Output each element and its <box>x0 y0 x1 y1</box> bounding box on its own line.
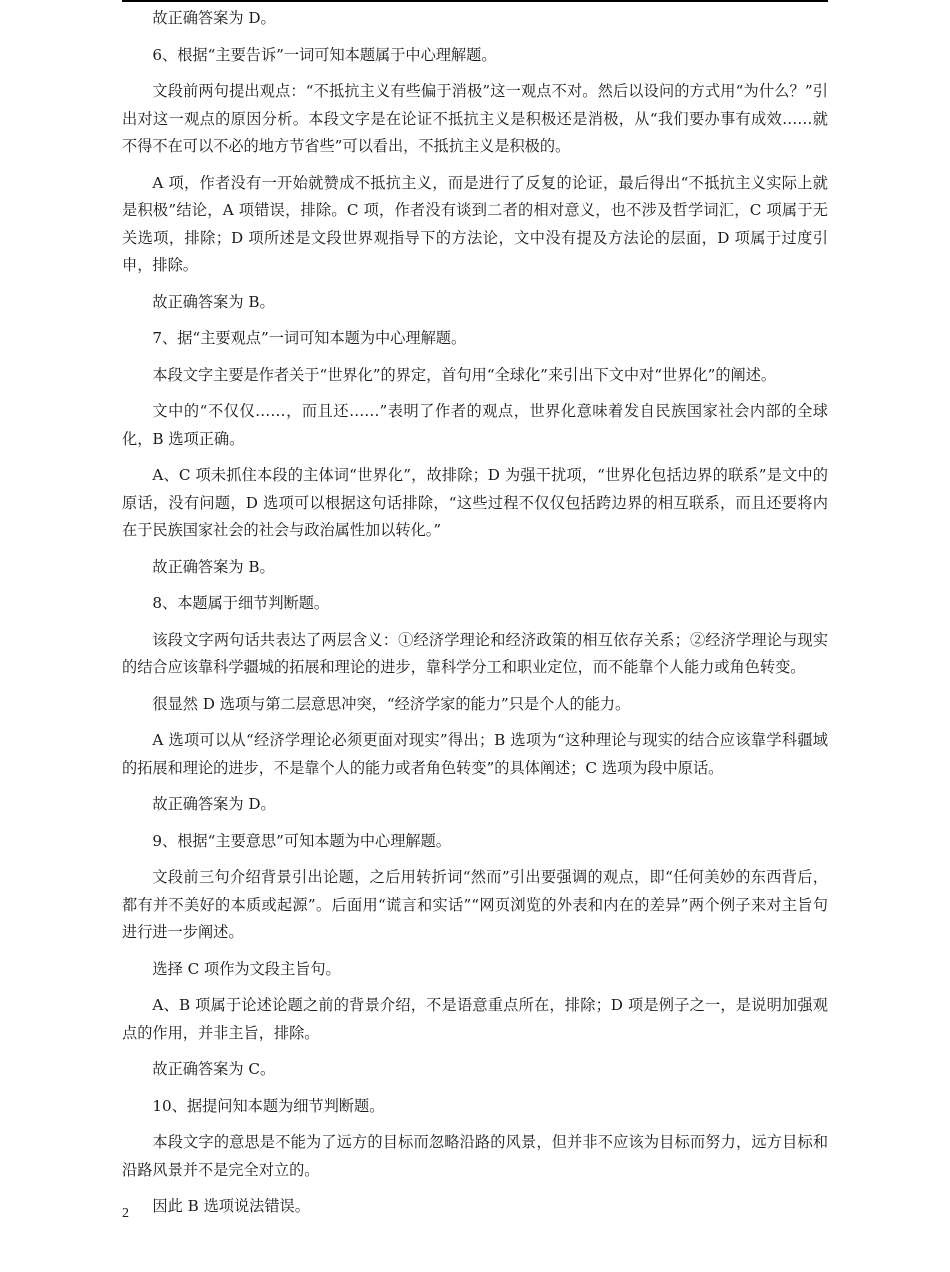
answer-line: 故正确答案为 D。 <box>152 795 276 813</box>
question-heading: 10、据提问知本题为细节判断题。 <box>152 1096 385 1115</box>
paragraph: 因此 B 选项说法错误。 <box>152 1197 310 1215</box>
answer-line: 故正确答案为 B。 <box>152 557 275 576</box>
question-heading: 9、根据“主要意思”可知本题为中心理解题。 <box>152 831 451 850</box>
paragraph: 本段文字的意思是不能为了远方的目标而忽略沿路的风景，但并非不应该为目标而努力，远方目标和沿路风景并不是完全对立的。 <box>122 1133 828 1179</box>
paragraph: 选择 C 项作为文段主旨句。 <box>152 959 341 978</box>
top-rule <box>122 0 828 2</box>
answer-line: 故正确答案为 B。 <box>152 292 275 311</box>
paragraph: 文段前三句介绍背景引出论题，之后用转折词“然而”引出要强调的观点，即“任何美妙的东西背后，都有并不美好的本质或起源”。后面用“谎言和实话”“网页浏览的外表和内在的差异”两个例子来对主旨句进行进一步阐述。 <box>122 868 828 941</box>
paragraph: 很显然 D 选项与第二层意思冲突，“经济学家的能力”只是个人的能力。 <box>152 694 631 713</box>
paragraph: 文中的“不仅仅……，而且还……”表明了作者的观点，世界化意味着发自民族国家社会内部的全球化，B 选项正确。 <box>122 402 828 448</box>
paragraph: A 项，作者没有一开始就赞成不抵抗主义，而是进行了反复的论证，最后得出“不抵抗主义实际上就是积极”结论，A 项错误，排除。C 项，作者没有谈到二者的相对意义，也不涉及哲学词汇，C 项属于无关选项，排除；D 项所述是文段世界观指导下的方法论，文中没有提及方法论的层面，D 项属于过度引申，排除。 <box>122 173 828 274</box>
paragraph: A 选项可以从“经济学理论必须更面对现实”得出；B 选项为“这种理论与现实的结合应该靠学科疆域的拓展和理论的进步，不是靠个人的能力或者角色转变”的具体阐述；C 选项为段中原话。 <box>122 731 828 777</box>
paragraph: A、B 项属于论述论题之前的背景介绍，不是语意重点所在，排除；D 项是例子之一，是说明加强观点的作用，并非主旨，排除。 <box>122 996 828 1042</box>
answer-line: 故正确答案为 C。 <box>152 1060 276 1078</box>
paragraph: 本段文字主要是作者关于“世界化”的界定，首句用“全球化”来引出下文中对“世界化”的阐述。 <box>152 365 777 384</box>
page-number: 2 <box>122 1206 129 1221</box>
question-heading: 8、本题属于细节判断题。 <box>152 594 330 612</box>
question-heading: 6、根据“主要告诉”一词可知本题属于中心理解题。 <box>152 45 497 64</box>
document-body <box>122 5 828 1230</box>
paragraph: 该段文字两句话共表达了两层含义：①经济学理论和经济政策的相互依存关系；②经济学理论与现实的结合应该靠科学疆城的拓展和理论的进步，靠科学分工和职业定位，而不能靠个人能力或角色转变。 <box>122 630 828 676</box>
paragraph: A、C 项未抓住本段的主体词“世界化”，故排除；D 为强干扰项，“世界化包括边界的联系”是文中的原话，没有问题，D 选项可以根据这句话排除，“这些过程不仅仅包括跨边界的相互联系，而且还要将内在于民族国家社会的社会与政治属性加以转化。” <box>122 466 828 539</box>
paragraph: 文段前两句提出观点：“不抵抗主义有些偏于消极”这一观点不对。然后以设问的方式用“为什么？”引出对这一观点的原因分析。本段文字是在论证不抵抗主义是积极还是消极，从“我们要办事有成效……就不得不在可以不必的地方节省些”可以看出，不抵抗主义是积极的。 <box>122 82 828 155</box>
paragraph: 故正确答案为 D。 <box>152 9 276 27</box>
question-heading: 7、据“主要观点”一词可知本题为中心理解题。 <box>152 329 467 347</box>
